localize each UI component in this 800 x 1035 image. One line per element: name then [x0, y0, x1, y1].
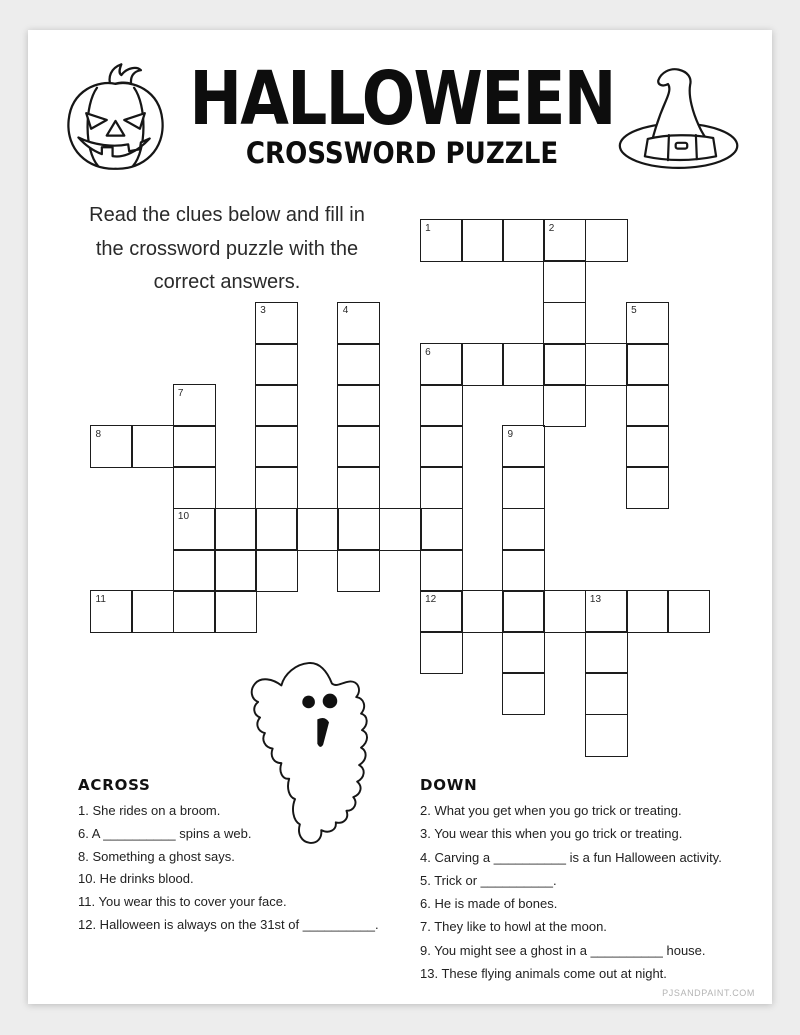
clue-number: 8: [95, 429, 102, 440]
footer-credit: PJSANDPAINT.COM: [662, 988, 755, 998]
crossword-cell[interactable]: [420, 631, 463, 674]
down-clue: 13. These flying animals come out at night.: [420, 966, 667, 982]
crossword-cell[interactable]: [502, 466, 545, 509]
crossword-cell[interactable]: [255, 508, 298, 551]
down-clue-list: [420, 804, 722, 980]
instructions-line: correct answers.: [153, 271, 301, 293]
clue-number: 10: [177, 511, 190, 523]
across-clue: 12. Halloween is always on the 31st of __________.: [78, 916, 379, 932]
crossword-cell[interactable]: [543, 343, 586, 386]
clue-number: 3: [260, 305, 266, 317]
crossword-cell[interactable]: [626, 425, 669, 468]
crossword-cell[interactable]: [461, 343, 504, 386]
crossword-cell[interactable]: [420, 508, 463, 551]
instructions: [58, 199, 396, 300]
crossword-cell[interactable]: [585, 343, 628, 386]
crossword-cell[interactable]: [502, 672, 545, 715]
across-clues-section: [78, 776, 379, 941]
crossword-cell[interactable]: [585, 714, 628, 757]
down-header: DOWN: [420, 776, 478, 794]
clue-number: 5: [631, 305, 637, 317]
across-header: ACROSS: [78, 776, 151, 794]
instructions-line: the crossword puzzle with the: [95, 237, 359, 260]
clue-number: 11: [95, 593, 106, 605]
down-clue: 4. Carving a __________ is a fun Halloween activity.: [420, 849, 722, 865]
down-clue: 7. They like to howl at the moon.: [420, 919, 607, 935]
crossword-cell[interactable]: [461, 219, 504, 262]
crossword-cell[interactable]: [255, 425, 298, 468]
across-clue: 8. Something a ghost says.: [78, 848, 235, 864]
crossword-cell[interactable]: [214, 508, 257, 551]
crossword-cell[interactable]: [131, 425, 174, 468]
crossword-cell[interactable]: [255, 384, 298, 427]
crossword-cell[interactable]: [502, 219, 545, 262]
across-clue: 1. She rides on a broom.: [78, 803, 221, 818]
crossword-cell[interactable]: [173, 466, 216, 509]
crossword-cell[interactable]: [626, 343, 669, 386]
clue-number: 2: [548, 223, 555, 234]
crossword-cell[interactable]: [502, 549, 545, 592]
crossword-cell[interactable]: [461, 590, 504, 633]
crossword-cell[interactable]: [502, 508, 545, 551]
crossword-cell[interactable]: [173, 425, 216, 468]
crossword-cell[interactable]: [173, 549, 216, 592]
crossword-cell[interactable]: [585, 672, 628, 715]
clue-number: 12: [425, 593, 437, 605]
crossword-cell[interactable]: [502, 343, 545, 386]
crossword-cell[interactable]: [379, 508, 422, 551]
across-clue: 11. You wear this to cover your face.: [78, 894, 287, 910]
crossword-cell[interactable]: [337, 508, 380, 551]
clue-number: 1: [425, 223, 431, 234]
crossword-cell[interactable]: [585, 219, 628, 262]
down-clue: 6. He is made of bones.: [420, 896, 558, 912]
crossword-cell[interactable]: [337, 384, 380, 427]
across-clue: 6. A __________ spins a web.: [78, 825, 252, 841]
across-clue: 10. He drinks blood.: [78, 871, 194, 887]
crossword-cell[interactable]: [626, 466, 669, 509]
crossword-cell[interactable]: [420, 384, 463, 427]
down-clue: 3. You wear this when you go trick or treating.: [420, 826, 683, 842]
clue-number: 4: [342, 305, 349, 317]
crossword-cell[interactable]: [337, 425, 380, 468]
crossword-cell[interactable]: [502, 590, 545, 633]
puzzle-subtitle: CROSSWORD PUZZLE: [245, 136, 559, 170]
crossword-cell[interactable]: [214, 549, 257, 592]
puzzle-title: HALLOWEEN: [189, 56, 615, 142]
crossword-cell[interactable]: [543, 302, 586, 345]
clue-number: 9: [507, 429, 514, 440]
crossword-cell[interactable]: [337, 343, 380, 386]
crossword-cell[interactable]: [420, 425, 463, 468]
instructions-line: Read the clues below and fill in: [89, 204, 365, 226]
crossword-cell[interactable]: [543, 590, 586, 633]
clue-number: 7: [177, 387, 184, 399]
crossword-cell[interactable]: [337, 549, 380, 592]
down-clue: 9. You might see a ghost in a __________ house.: [420, 942, 706, 958]
clue-number: 13: [589, 593, 602, 605]
crossword-cell[interactable]: [543, 260, 586, 303]
down-clue: 2. What you get when you go trick or treating.: [420, 803, 682, 818]
crossword-cell[interactable]: [543, 384, 586, 427]
crossword-cell[interactable]: [255, 343, 298, 386]
crossword-cell[interactable]: [255, 466, 298, 509]
crossword-cell[interactable]: [214, 590, 257, 633]
crossword-cell[interactable]: [131, 590, 174, 633]
crossword-cell[interactable]: [173, 590, 216, 633]
down-clue: 5. Trick or __________.: [420, 872, 557, 888]
across-clue-list: [78, 804, 379, 931]
crossword-cell[interactable]: [626, 384, 669, 427]
down-clues-section: [420, 776, 722, 990]
crossword-cell[interactable]: [420, 549, 463, 592]
crossword-cell[interactable]: [502, 631, 545, 674]
crossword-cell[interactable]: [626, 590, 669, 633]
crossword-cell[interactable]: [667, 590, 710, 633]
witch-hat-icon: [615, 52, 745, 172]
crossword-cell[interactable]: [255, 549, 298, 592]
crossword-cell[interactable]: [420, 466, 463, 509]
crossword-cell[interactable]: [585, 631, 628, 674]
crossword-cell[interactable]: [296, 508, 339, 551]
clue-number: 6: [425, 346, 431, 358]
crossword-cell[interactable]: [337, 466, 380, 509]
